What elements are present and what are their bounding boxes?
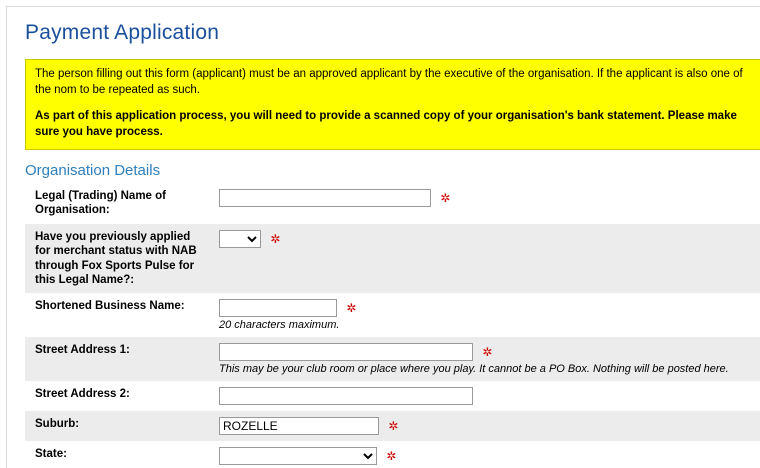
required-asterisk-icon: ✲ [388, 419, 399, 434]
notice-banner [25, 59, 760, 150]
required-asterisk-icon: ✲ [386, 449, 397, 464]
required-asterisk-icon: ✲ [270, 231, 281, 246]
field-previous-merchant [211, 224, 760, 294]
label-street-address-1: Street Address 1: [25, 337, 211, 381]
label-state: State: [35, 448, 67, 461]
state-select[interactable] [219, 447, 377, 465]
legal-name-input[interactable] [219, 189, 431, 207]
street-address-2-input[interactable] [219, 387, 473, 405]
field-shortened-business-name [211, 293, 760, 337]
label-suburb: Suburb: [25, 411, 211, 441]
form-row-legal-name [25, 183, 760, 224]
field-suburb [211, 411, 760, 441]
form-row-previous-merchant [25, 224, 760, 294]
required-asterisk-icon: ✲ [482, 345, 493, 360]
form-row-shortened-business-name [25, 293, 760, 337]
label-previous-merchant: Have you previously applied for merchant status with NAB through Fox Sports Pulse for this Legal Name?: [25, 224, 211, 294]
form-row-state [25, 441, 760, 468]
hint-shortened-business-name: 20 characters maximum. [219, 319, 340, 332]
notice-paragraph-2: As part of this application process, you will need to provide a scanned copy of your organisation's bank statement. Please make sure you have process. [35, 110, 737, 138]
required-asterisk-icon: ✲ [440, 191, 451, 206]
hint-street-address-1: This may be your club room or place where you play. It cannot be a PO Box. Nothing will be posted here. [219, 363, 729, 376]
previous-merchant-select[interactable] [219, 230, 261, 248]
label-street-address-2: Street Address 2: [35, 388, 130, 401]
page-content [7, 7, 760, 468]
label-legal-name: Legal (Trading) Name of Organisation: [35, 190, 166, 217]
field-street-address-1 [211, 337, 760, 381]
field-legal-name [211, 183, 760, 224]
page-frame [6, 6, 760, 468]
field-street-address-2 [211, 381, 760, 411]
required-asterisk-icon: ✲ [346, 301, 357, 316]
street-address-1-input[interactable] [219, 343, 473, 361]
form-row-suburb [25, 411, 760, 441]
form-row-street-address-2 [25, 381, 760, 411]
section-title-organisation-details: Organisation Details [25, 162, 161, 180]
form-row-street-address-1 [25, 337, 760, 381]
notice-paragraph-1: The person filling out this form (applicant) must be an approved applicant by the executive of the organisation. If the applicant is also one of the nom to be repeated as such. [35, 68, 743, 96]
suburb-input[interactable] [219, 417, 379, 435]
shortened-business-name-input[interactable] [219, 299, 337, 317]
organisation-details-form [25, 183, 760, 468]
label-shortened-business-name: Shortened Business Name: [35, 300, 185, 313]
field-state [211, 441, 760, 468]
page-title: Payment Application [25, 21, 220, 44]
